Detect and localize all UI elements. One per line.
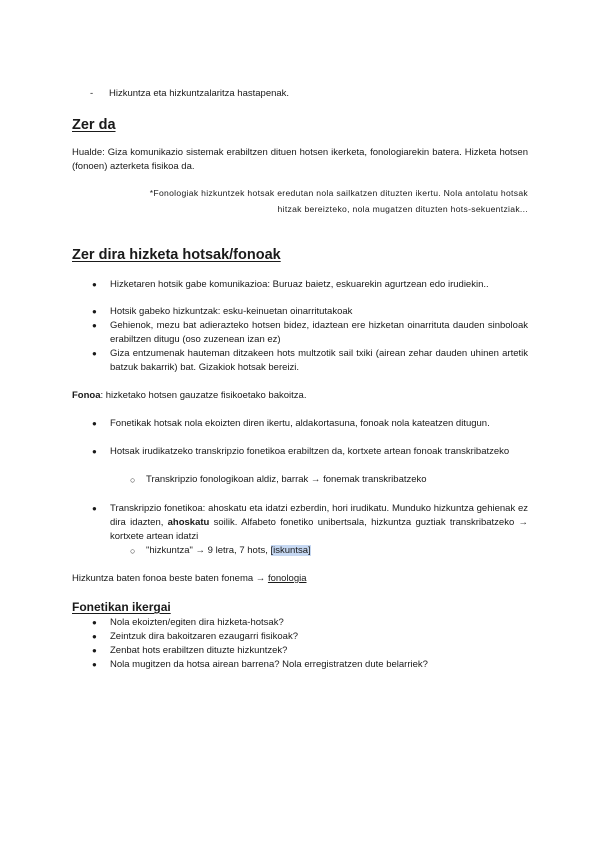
fonologia-closing-line [72, 572, 528, 586]
list-item-hizketa-3: Gehienok, mezu bat adierazteko hotsen bidez, idaztean ere hizketan oinarrituta dauden sinboloak erabiltzen ditugu (oso zuzenean izan ez) [110, 320, 528, 345]
fonoa-def-text: : hizketako hotsen gauzatze fisikoetako bakoitza. [100, 390, 307, 401]
section-title-hizketa-hotsak: Zer dira hizketa hotsak/fonoak [72, 247, 281, 263]
bullet-marker: ● [92, 307, 97, 316]
list-item-fonetika-1: Fonetikak hotsak nola ekoizten diren ikertu, aldakortasuna, fonoak nola kateatzen ditugun. [110, 418, 490, 429]
sub-item-hizkuntza-example [146, 544, 528, 558]
bullet-marker: ● [92, 321, 97, 330]
fonologia-link[interactable]: fonologia [267, 573, 307, 584]
list-item-ikergai-4: Nola mugitzen da hotsa airean barrena? Nola erregistratzen dute belarriek? [110, 659, 428, 670]
bullet-marker: ● [92, 618, 97, 627]
fonologia-note-line-1: *Fonologiak hizkuntzek hotsak eredutan nola sailkatzen dituzten ikertu. Nola antolatu hotsak [149, 188, 528, 198]
example-text: "hizkuntza" → 9 letra, 7 hots, [146, 545, 271, 556]
transkripzio-text-a: Transkripzio fonetikoa: ahoskatu eta idatzi ezberdin, hori irudikatu. Munduko hizkuntza gehienak ez dira idazten, [110, 503, 528, 528]
top-list-item: Hizkuntza eta hizkuntzalaritza hastapenak. [109, 88, 290, 99]
highlighted-transcription: [iskuntsa] [270, 545, 311, 556]
bullet-marker: ● [92, 632, 97, 641]
dash-marker: - [90, 88, 94, 99]
sub-item-fonologiko: Transkripzio fonologikoan aldiz, barrak → fonemak transkribatzeko [146, 474, 427, 485]
bullet-marker: ● [92, 660, 97, 669]
bullet-marker: ● [92, 419, 97, 428]
transkripzio-text-b: soilik. Alfabeto fonetiko unibertsala, hizkuntza guztiak transkribatzeko → kortxete artean idatzi [110, 517, 528, 542]
sub-bullet-marker: ○ [130, 475, 136, 485]
section-title-zer-da: Zer da [72, 117, 116, 133]
list-item-fonetika-2: Hotsak irudikatzeko transkripzio fonetikoa erabiltzen da, kortxete artean fonoak transkribatzeko [110, 446, 510, 457]
bullet-marker: ● [92, 447, 97, 456]
list-item-ikergai-2: Zeintzuk dira bakoitzaren ezaugarri fisikoak? [110, 631, 298, 642]
bullet-marker: ● [92, 349, 97, 358]
sub-bullet-marker: ○ [130, 546, 136, 556]
list-item-hizketa-2: Hotsik gabeko hizkuntzak: esku-keinuetan oinarritutakoak [110, 306, 353, 317]
closing-text: Hizkuntza baten fonoa beste baten fonema → [72, 573, 268, 584]
fonoa-term: Fonoa [72, 390, 101, 401]
list-item-transkripzio [110, 502, 528, 544]
list-item-ikergai-1: Nola ekoizten/egiten dira hizketa-hotsak? [110, 617, 284, 628]
fonoa-definition [72, 389, 528, 403]
bullet-marker: ● [92, 280, 97, 289]
bullet-marker: ● [92, 646, 97, 655]
transkripzio-bold: ahoskatu [167, 517, 210, 528]
list-item-hizketa-4: Giza entzumenak hauteman ditzakeen hots multzotik sail txiki (airean zehar dauden uhinen artetik batzuk bakarrik) bat. Gizakiok hotsak bereizi. [110, 348, 528, 373]
list-item-ikergai-3: Zenbat hots erabiltzen dituzte hizkuntzek? [110, 645, 288, 656]
list-item-hizketa-1: Hizketaren hotsik gabe komunikazioa: Buruaz baietz, eskuarekin agurtzean edo irudiekin.. [110, 279, 489, 290]
fonologia-note-line-2: hitzak bereizteko, nola mugatzen dituzten hots-sekuentziak... [277, 204, 528, 214]
section-title-fonetikan-ikergai: Fonetikan ikergai [72, 600, 171, 614]
hualde-paragraph: Hualde: Giza komunikazio sistemak erabiltzen dituen hotsen ikerketa, fonologiarekin batera. Hizketa hotsen (fonoen) azterketa fisikoa da. [72, 147, 528, 172]
bullet-marker: ● [92, 504, 97, 513]
